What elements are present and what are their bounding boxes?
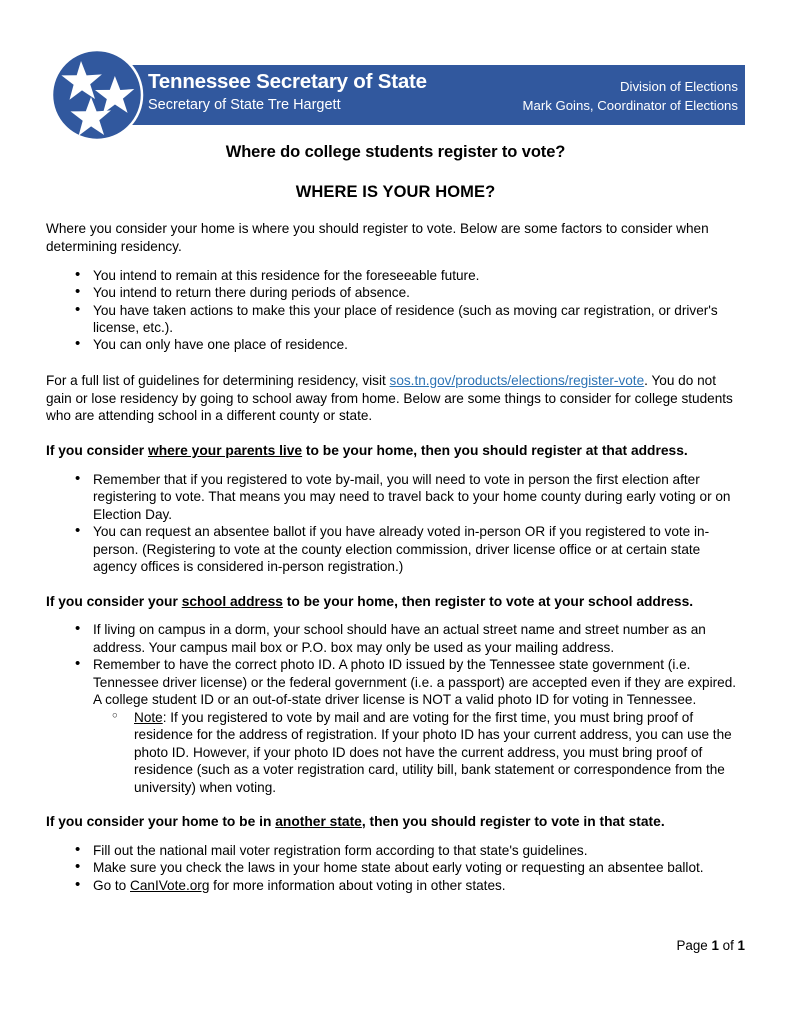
- section-heading-another-state: [46, 813, 745, 831]
- heading-emphasis: where your parents live: [147, 442, 303, 458]
- residency-factors-list: [46, 267, 745, 354]
- heading-text-after: to be your home, then you should register at that address.: [302, 442, 688, 458]
- list-item: • Make sure you check the laws in your home state about early voting or requesting an absentee ballot.: [46, 859, 745, 876]
- intro-paragraph: Where you consider your home is where you should register to vote. Below are some factors to consider when determining residency.: [46, 221, 709, 254]
- section-heading-parents: [46, 442, 745, 460]
- note-text: : If you registered to vote by mail and are voting for the first time, you must bring proof of residence for the address of registration. If your photo ID has your current address, you can use the photo ID. However, if your photo ID does not have the current address, you must bring proof of residence (such as a voter registration card, utility bill, bank statement or correspondence from the university) when voting.: [134, 709, 732, 795]
- list-item: • If living on campus in a dorm, your school should have an actual street name and street number as an address. Your campus mail box or P.O. box may only be used as your mailing address.: [46, 621, 745, 656]
- tennessee-tristar-logo-icon: [50, 48, 144, 142]
- header-division-block: [523, 78, 739, 115]
- header-coordinator-name: Mark Goins, Coordinator of Elections: [522, 97, 738, 113]
- list-item-text: Remember to have the correct photo ID. A photo ID issued by the Tennessee state government (i.e. Tennessee driver license) or the federal government (i.e. a passport) are accepted even if they are expired. A college student ID or an out-of-state driver license is NOT a valid photo ID for voting in Tennessee.: [93, 657, 737, 708]
- photo-id-note-list: [93, 709, 745, 796]
- footer-page-middle: of: [718, 938, 738, 953]
- list-item: • You can request an absentee ballot if you have already voted in-person OR if you registered to vote in-person. (Registering to vote at the county election commission, driver license office or at certain state agency offices is considered in-person registration.): [46, 523, 745, 575]
- note-label: Note: [134, 709, 163, 725]
- list-item: [46, 656, 745, 796]
- heading-text-before: If you consider your home to be in: [46, 813, 276, 829]
- list-item: • Remember that if you registered to vote by-mail, you will need to vote in person the first election after registering to vote. That means you may need to travel back to your home county during early voting or on Election Day.: [46, 471, 745, 523]
- heading-emphasis: another state: [275, 813, 362, 829]
- list-item: • Fill out the national mail voter registration form according to that state's guidelines.: [46, 842, 745, 859]
- heading-text-before: If you consider: [46, 442, 148, 458]
- list-item-text-after: for more information about voting in other states.: [209, 877, 506, 893]
- guidelines-paragraph: [46, 372, 745, 425]
- school-address-list: [46, 621, 745, 796]
- parents-address-list: [46, 471, 745, 576]
- footer-current-page: 1: [711, 938, 719, 953]
- page-subtitle: WHERE IS YOUR HOME?: [295, 182, 496, 201]
- heading-text-after: to be your home, then register to vote at your school address.: [282, 593, 694, 609]
- list-item: [93, 709, 745, 796]
- document-header: [0, 0, 791, 150]
- header-division-name: Division of Elections: [619, 79, 738, 94]
- list-item-text-before: Go to: [93, 877, 131, 893]
- document-body: [46, 142, 745, 894]
- another-state-list: [46, 842, 745, 894]
- list-item: • You intend to remain at this residence for the foreseeable future.: [46, 267, 745, 284]
- page-title: Where do college students register to vote?: [225, 143, 566, 161]
- footer-total-pages: 1: [737, 938, 745, 953]
- section-heading-school: [46, 593, 745, 611]
- header-org-subtitle: Secretary of State Tre Hargett: [148, 96, 341, 113]
- heading-emphasis: school address: [181, 593, 283, 609]
- page-footer: [46, 938, 745, 954]
- list-item: • You can only have one place of residence.: [46, 336, 745, 353]
- register-vote-link[interactable]: sos.tn.gov/products/elections/register-vote: [389, 372, 645, 388]
- list-item: • You have taken actions to make this your place of residence (such as moving car registration, or driver's license, etc.).: [46, 302, 745, 337]
- guidelines-text-before: For a full list of guidelines for determining residency, visit: [46, 372, 390, 388]
- canivote-link[interactable]: CanIVote.org: [130, 877, 210, 893]
- header-org-name: Tennessee Secretary of State: [148, 70, 427, 93]
- guidelines-text-after: . You do not gain or lose residency by going to school away from home. Below are some things to consider for college students who are attending school in a different county or state.: [46, 372, 733, 424]
- footer-page-prefix: Page: [676, 938, 712, 953]
- heading-text-before: If you consider your: [46, 593, 182, 609]
- list-item: [46, 877, 745, 894]
- header-org-block: [148, 69, 548, 114]
- heading-text-after: , then you should register to vote in that state.: [361, 813, 665, 829]
- list-item: • You intend to return there during periods of absence.: [46, 284, 745, 301]
